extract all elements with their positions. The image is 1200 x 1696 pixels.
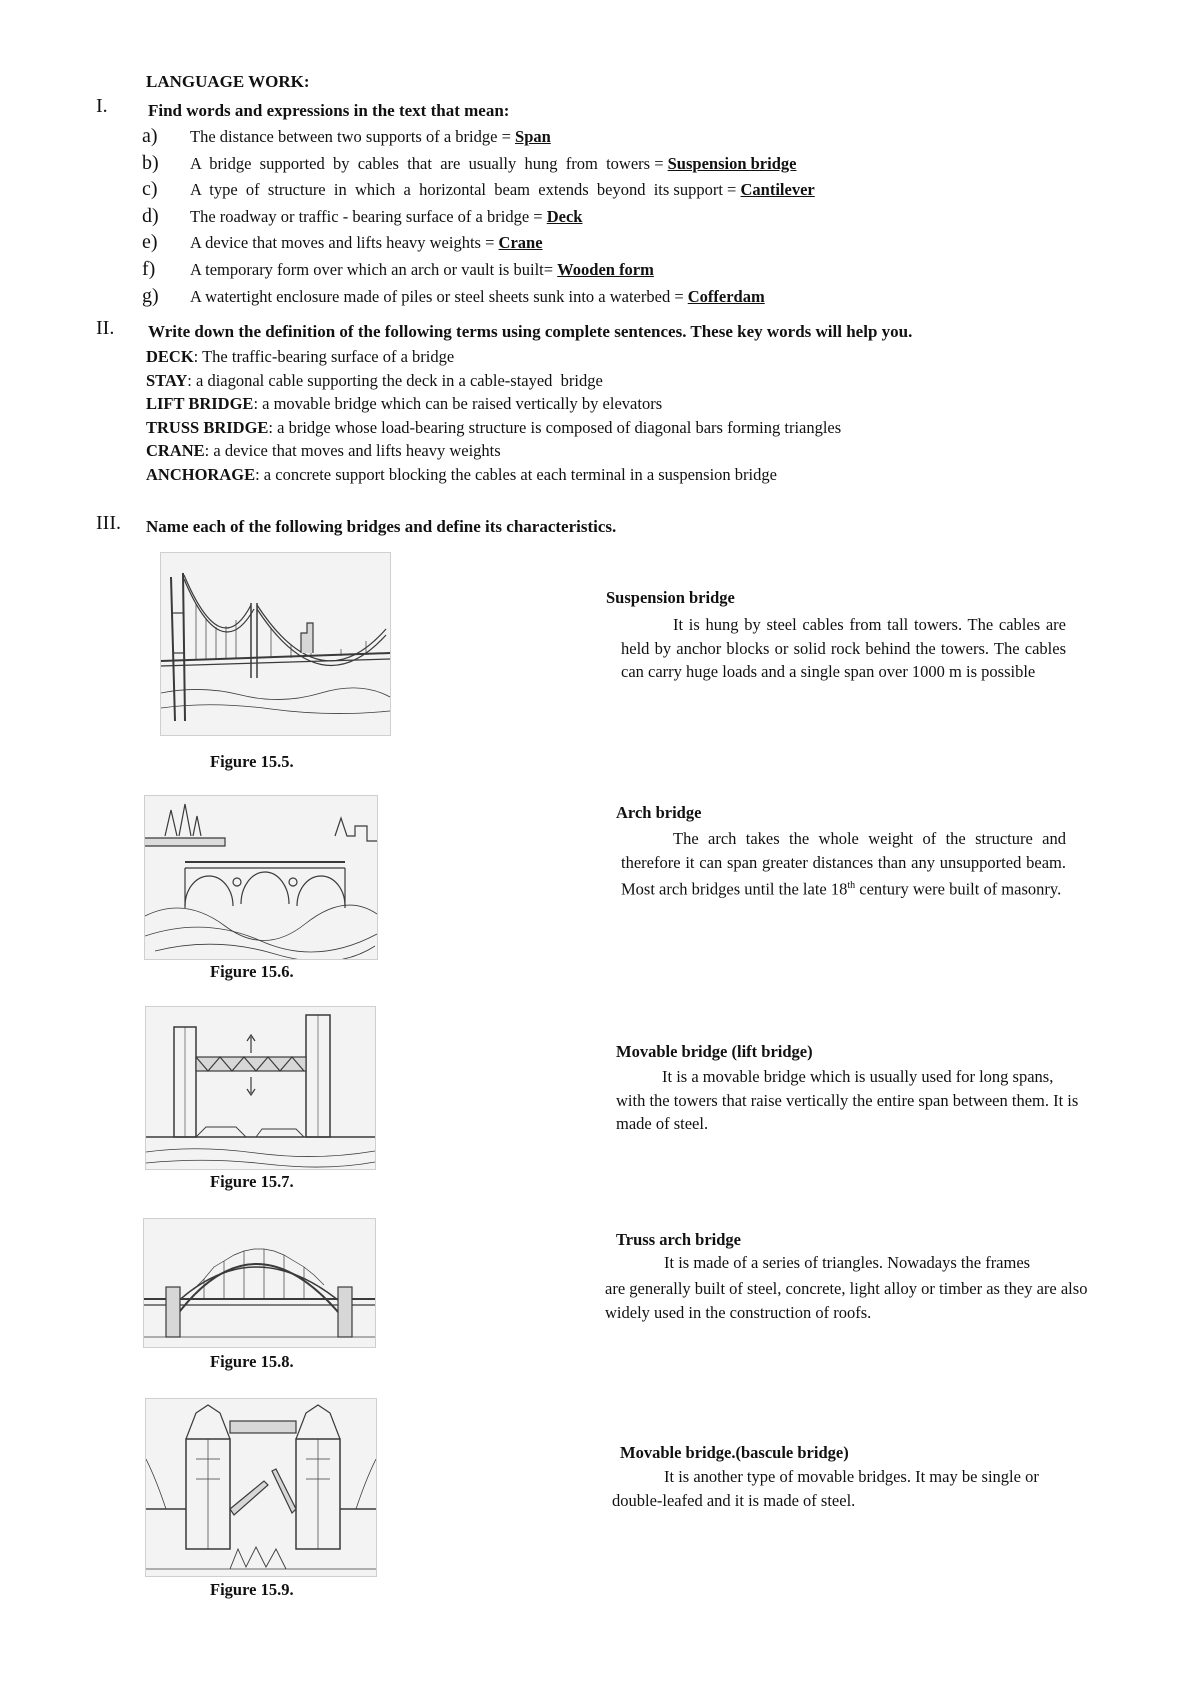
item-answer: Suspension bridge	[667, 154, 797, 173]
list-item	[142, 178, 815, 201]
definition-text: : The traffic-bearing surface of a bridge	[193, 347, 455, 366]
figure-caption: Figure 15.9.	[210, 1580, 294, 1599]
definition	[146, 394, 662, 414]
item-label: d)	[142, 205, 159, 227]
bridge-description-text: It is hung by steel cables from tall towers. The cables are held by anchor blocks or solid rock behind the towers. The cables can carry huge loads and a single span over 1000 m is possible	[621, 615, 1066, 681]
definition	[146, 441, 501, 461]
bridge-description	[616, 1065, 1086, 1136]
bridge-name: Suspension bridge	[606, 588, 735, 607]
lift-bridge-illustration	[145, 1006, 376, 1170]
bridge-name: Arch bridge	[616, 803, 702, 822]
list-item	[142, 152, 932, 175]
definition	[146, 371, 603, 391]
section-2-numeral: II.	[96, 317, 115, 339]
item-answer: Crane	[498, 233, 543, 252]
bridge-description	[621, 613, 1066, 684]
bridge-description	[621, 827, 1066, 901]
definition-term: CRANE	[146, 441, 205, 460]
item-text: A type of structure in which a horizontal beam extends beyond its support =	[190, 180, 741, 199]
item-text: A device that moves and lifts heavy weights =	[190, 233, 499, 252]
section-3-numeral: III.	[96, 512, 121, 534]
list-item	[142, 285, 765, 308]
truss-arch-bridge-illustration	[143, 1218, 376, 1348]
list-item	[142, 258, 654, 281]
superscript: th	[847, 880, 856, 891]
definition	[146, 465, 777, 485]
bridge-name: Movable bridge (lift bridge)	[616, 1042, 813, 1061]
figure-caption: Figure 15.5.	[210, 752, 294, 771]
list-item	[142, 231, 543, 254]
suspension-bridge-illustration	[160, 552, 391, 736]
item-answer: Cantilever	[740, 180, 815, 199]
definition-text: : a concrete support blocking the cables at each terminal in a suspension bridge	[255, 465, 777, 484]
item-text: A bridge supported by cables that are usually hung from towers =	[190, 154, 668, 173]
bridge-description-text: It is a movable bridge which is usually used for long spans, with the towers that raise vertically the entire span between them. It is made of steel.	[616, 1067, 1079, 1133]
section-3-heading: Name each of the following bridges and define its characteristics.	[146, 517, 617, 536]
arch-bridge-illustration	[144, 795, 378, 960]
bridge-description: double-leafed and it is made of steel.	[612, 1491, 856, 1510]
item-answer: Span	[515, 127, 551, 146]
section-1-heading: Find words and expressions in the text that mean:	[148, 101, 510, 120]
figure-caption: Figure 15.8.	[210, 1352, 294, 1371]
bridge-description-first-line: It is made of a series of triangles. Nowadays the frames	[664, 1253, 1031, 1272]
item-text: A temporary form over which an arch or vault is built=	[190, 260, 558, 279]
section-1-numeral: I.	[96, 95, 108, 117]
item-answer: Deck	[546, 207, 583, 226]
bridge-description: are generally built of steel, concrete, light alloy or timber as they are also widely used in the construction of roofs.	[605, 1279, 1088, 1322]
item-label: b)	[142, 152, 159, 174]
item-text: A watertight enclosure made of piles or steel sheets sunk into a waterbed =	[190, 287, 688, 306]
section-2-heading: Write down the definition of the following terms using complete sentences. These key words will help you.	[148, 322, 913, 341]
bridge-name: Movable bridge.(bascule bridge)	[620, 1443, 849, 1462]
item-label: f)	[142, 258, 156, 280]
list-item	[142, 205, 582, 228]
item-label: c)	[142, 178, 158, 200]
definition	[146, 418, 841, 438]
item-text: The roadway or traffic - bearing surface of a bridge =	[190, 207, 547, 226]
definition-term: ANCHORAGE	[146, 465, 256, 484]
definition-term: LIFT BRIDGE	[146, 394, 254, 413]
bridge-description-text: The arch takes the whole weight of the structure and therefore it can span greater distances than any unsupported beam. Most arch bridges until the late 18	[621, 829, 1066, 899]
item-answer: Cofferdam	[687, 287, 765, 306]
item-answer: Wooden form	[557, 260, 654, 279]
bridge-name: Truss arch bridge	[616, 1230, 741, 1249]
figure-caption: Figure 15.6.	[210, 962, 294, 981]
item-label: a)	[142, 125, 158, 147]
definition-text: : a diagonal cable supporting the deck in a cable-stayed bridge	[187, 371, 603, 390]
bascule-bridge-illustration	[145, 1398, 377, 1577]
definition	[146, 347, 454, 367]
page-title: LANGUAGE WORK:	[146, 72, 310, 91]
definition-term: STAY	[146, 371, 188, 390]
item-label: e)	[142, 231, 158, 253]
item-text: The distance between two supports of a bridge =	[190, 127, 516, 146]
item-label: g)	[142, 285, 159, 307]
definition-text: : a device that moves and lifts heavy weights	[204, 441, 501, 460]
definition-text: : a bridge whose load-bearing structure is composed of diagonal bars forming triangles	[268, 418, 842, 437]
bridge-description-first-line: It is another type of movable bridges. It may be single or	[664, 1467, 1039, 1486]
list-item	[142, 125, 551, 148]
bridge-description-text: century were built of masonry.	[855, 879, 1062, 899]
figure-caption: Figure 15.7.	[210, 1172, 294, 1191]
definition-text: : a movable bridge which can be raised vertically by elevators	[253, 394, 663, 413]
definition-term: TRUSS BRIDGE	[146, 418, 269, 437]
definition-term: DECK	[146, 347, 194, 366]
